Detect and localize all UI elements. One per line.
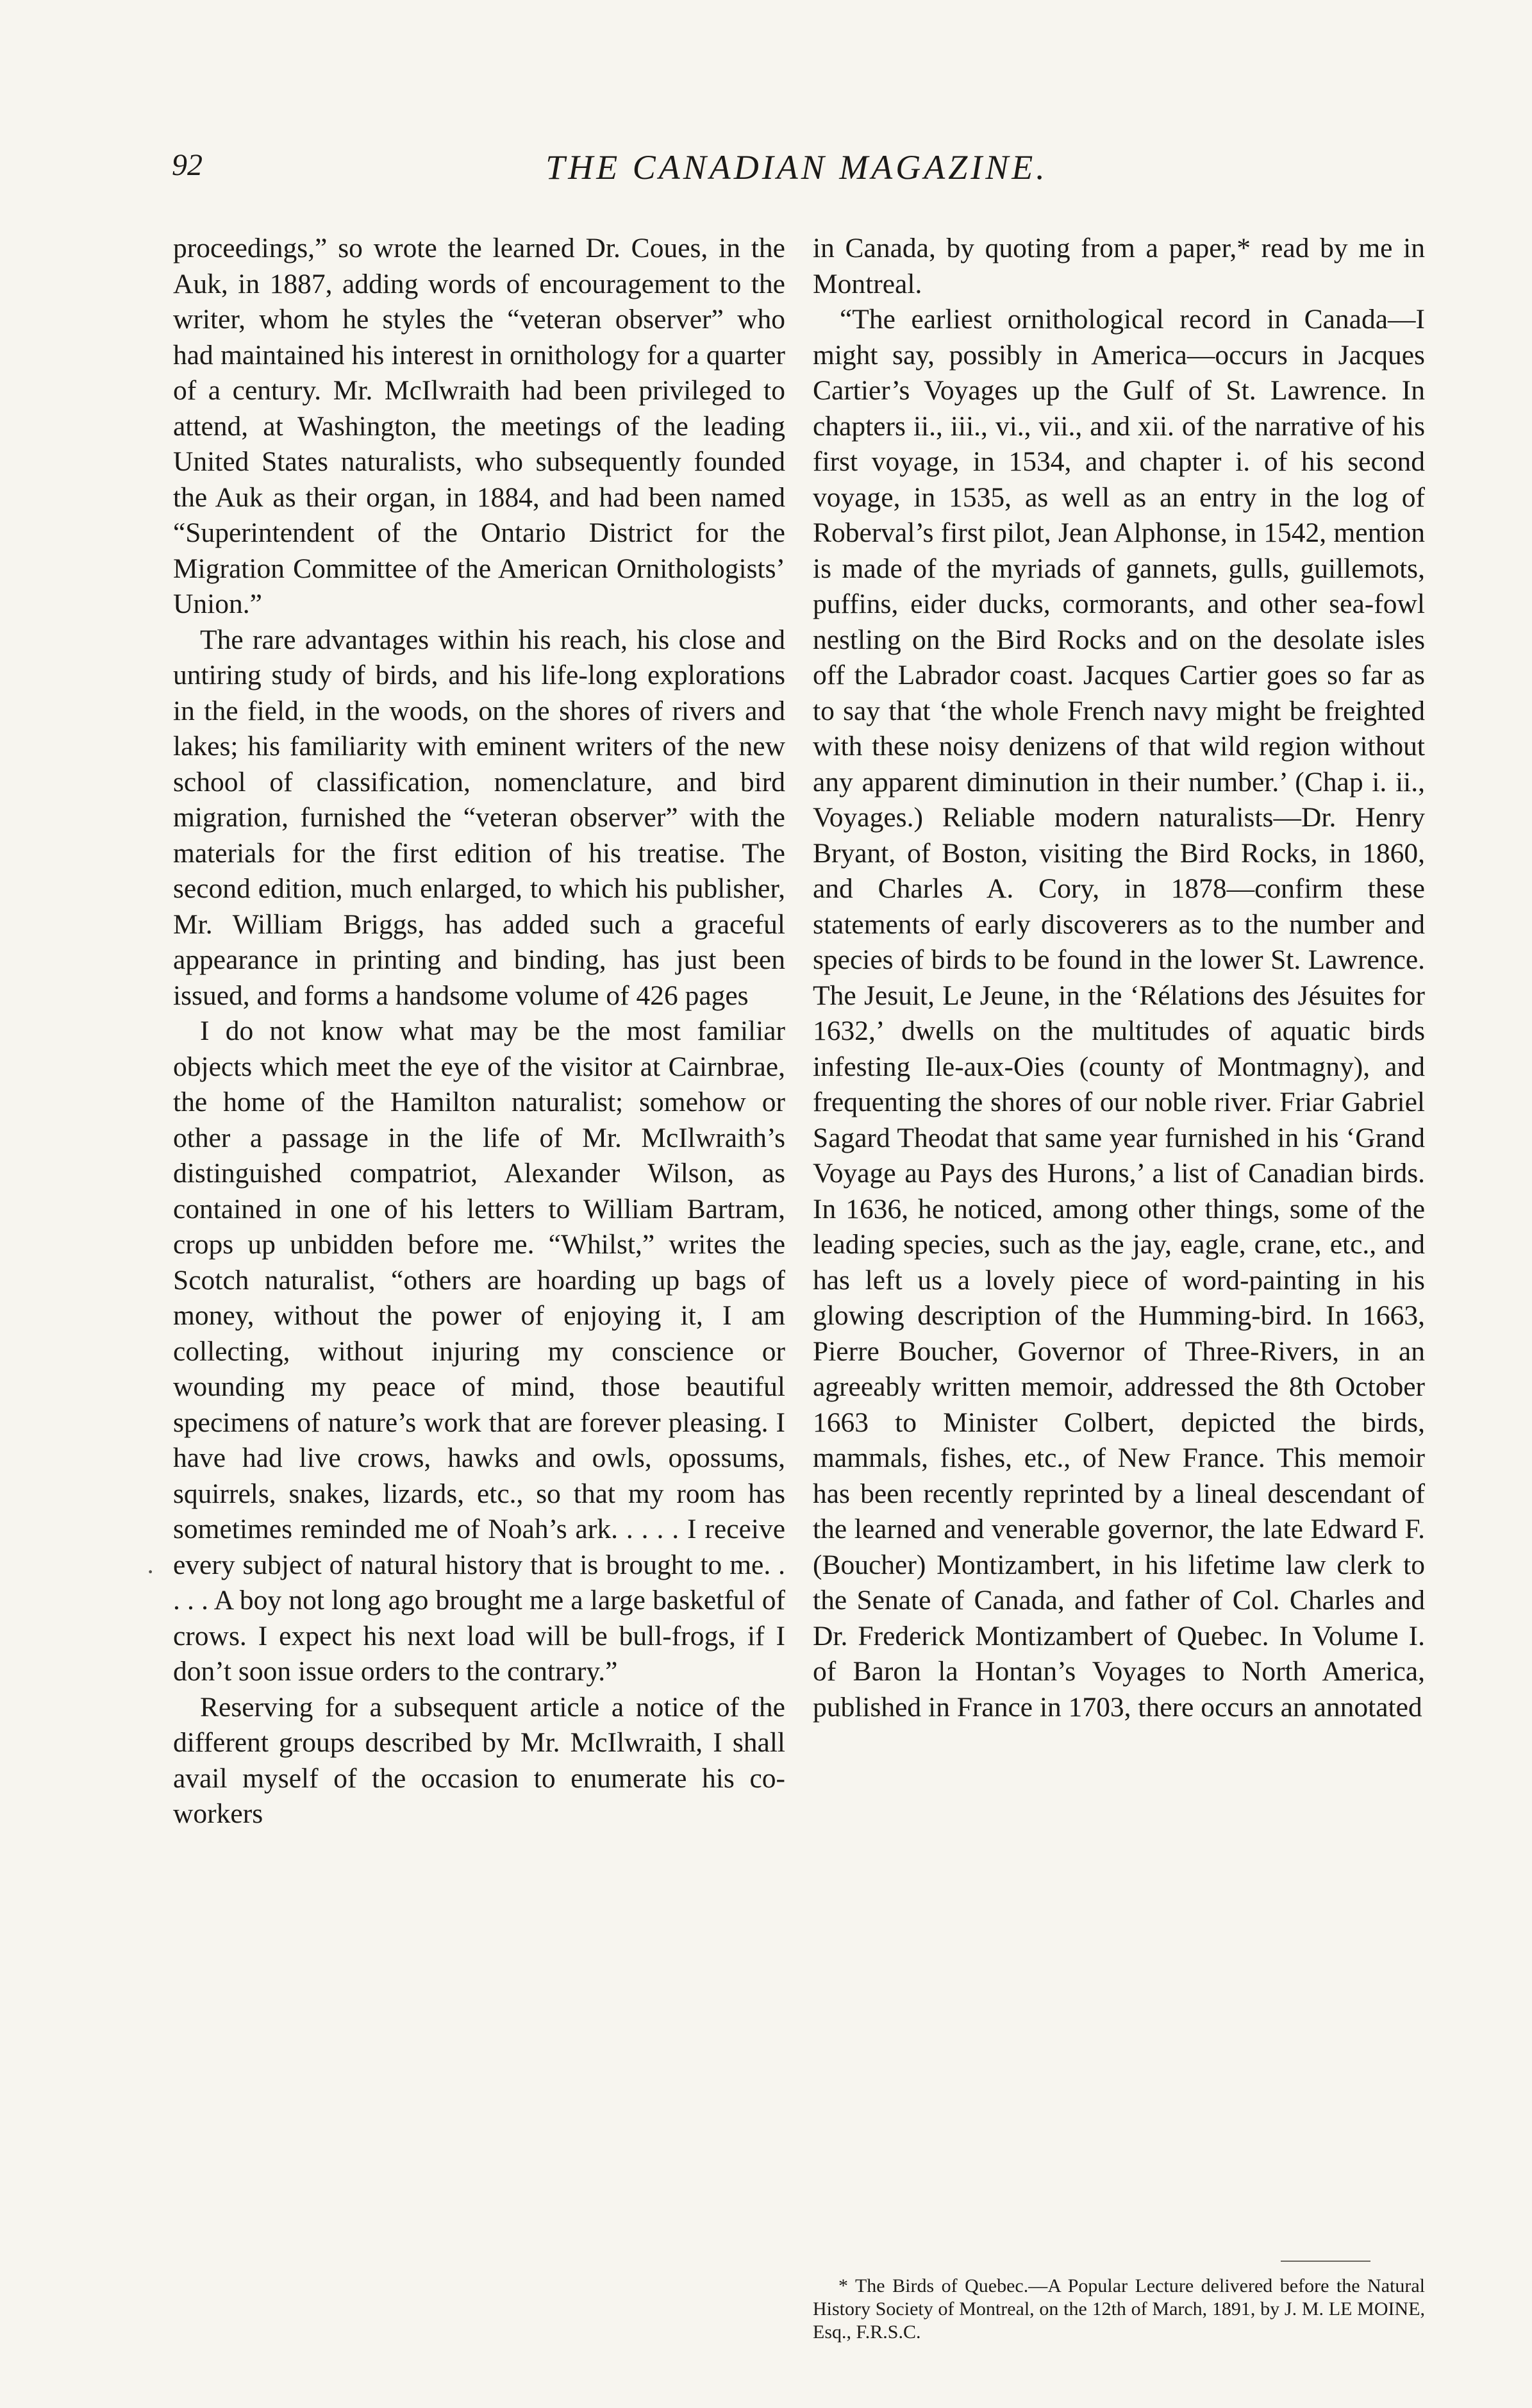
paragraph: I do not know what may be the most familiar objects which meet the eye of the visitor at Cairnbrae, the home of the Hamilton naturalist; somehow or other a passage in the life of Mr. McIlwraith’s distinguished compatriot, Alexander Wilson, as contained in one of his letters to William Bartram, crops up unbidden before me. “Whilst,” writes the Scotch naturalist, “others are hoarding up bags of money, without the power of enjoying it, I am collecting, without injuring my conscience or wounding my peace of mind, those beautiful specimens of nature’s work that are forever pleasing. I have had live crows, hawks and owls, opossums, squirrels, snakes, lizards, etc., so that my room has sometimes reminded me of Noah’s ark. . . . . I receive every subject of natural history that is brought to me. . . . . A boy not long ago brought me a large basketful of crows. I expect his next load will be bull-frogs, if I don’t soon issue orders to the contrary.” (173, 1016, 785, 1687)
page-number: 92 (172, 148, 203, 182)
footnote-rule (1281, 2261, 1370, 2262)
running-title: THE CANADIAN MAGAZINE. (545, 148, 1048, 187)
page-header (172, 147, 1422, 199)
paragraph: in Canada, by quoting from a paper,* read by me in Montreal. (813, 233, 1425, 299)
right-column (813, 231, 1425, 1725)
paragraph: proceedings,” so wrote the learned Dr. Coues, in the Auk, in 1887, adding words of encouragement to the writer, whom he styles the “veteran observer” who had maintained his interest in ornithology for a quarter of a century. Mr. McIlwraith had been privileged to attend, at Washington, the meetings of the leading United States naturalists, who subsequently founded the Auk as their organ, in 1884, and had been named “Superintendent of the Ontario District for the Migration Committee of the American Ornithologists’ Union.” (173, 233, 785, 619)
paragraph: Reserving for a subsequent article a notice of the different groups described by Mr. McIlwraith, I shall avail myself of the occasion to enumerate his co-workers (173, 1691, 785, 1829)
paragraph: The rare advantages within his reach, his close and untiring study of birds, and his life-long explorations in the field, in the woods, on the shores of rivers and lakes; his familiarity with eminent writers of the new school of classification, nomenclature, and bird migration, furnished the “veteran observer” with the materials for the first edition of his treatise. The second edition, much enlarged, to which his publisher, Mr. William Briggs, has added such a graceful appearance in printing and binding, has just been issued, and forms a handsome volume of 426 pages (173, 624, 785, 1011)
left-column (173, 231, 785, 1832)
footnote: * The Birds of Quebec.—A Popular Lecture delivered before the Natural History Society of Montreal, on the 12th of March, 1891, by J. M. LE MOINE, Esq., F.R.S.C. (813, 2275, 1425, 2343)
margin-mark: · (146, 1557, 155, 1586)
paragraph: “The earliest ornithological record in Canada—I might say, possibly in America—occurs in Jacques Cartier’s Voyages up the Gulf of St. Lawrence. In chapters ii., iii., vi., vii., and xii. of the narrative of his first voyage, in 1534, and chapter i. of his second voyage, in 1535, as well as an entry in the log of Roberval’s first pilot, Jean Alphonse, in 1542, mention is made of the myriads of gannets, gulls, guillemots, puffins, eider ducks, cormorants, and other sea-fowl nestling on the Bird Rocks and on the desolate isles off the Labrador coast. Jacques Cartier goes so far as to say that ‘the whole French navy might be freighted with these noisy denizens of that wild region without any apparent diminution in their number.’ (Chap i. ii., Voyages.) Reliable modern naturalists—Dr. Henry Bryant, of Boston, visiting the Bird Rocks, in 1860, and Charles A. Cory, in 1878—confirm these statements of early discoverers as to the number and species of birds to be found in the lower St. Lawrence. The Jesuit, Le Jeune, in the ‘Rélations des Jésuites for 1632,’ dwells on the multitudes of aquatic birds infesting Ile-aux-Oies (county of Montmagny), and frequenting the shores of our noble river. Friar Gabriel Sagard Theodat that same year furnished in his ‘Grand Voyage au Pays des Hurons,’ a list of Canadian birds. In 1636, he noticed, among other things, some of the leading species, such as the jay, eagle, crane, etc., and has left us a lovely piece of word-painting in his glowing description of the Humming-bird. In 1663, Pierre Boucher, Governor of Three-Rivers, in an agreeably written memoir, addressed the 8th October 1663 to Minister Colbert, depicted the birds, mammals, fishes, etc., of New France. This memoir has been recently reprinted by a lineal descendant of the learned and venerable governor, the late Edward F. (Boucher) Montizambert, in his lifetime law clerk to the Senate of Canada, and father of Col. Charles and Dr. Frederick Montizambert of Quebec. In Volume I. of Baron la Hontan’s Voyages to North America, published in France in 1703, there occurs an annotated (813, 304, 1425, 1723)
